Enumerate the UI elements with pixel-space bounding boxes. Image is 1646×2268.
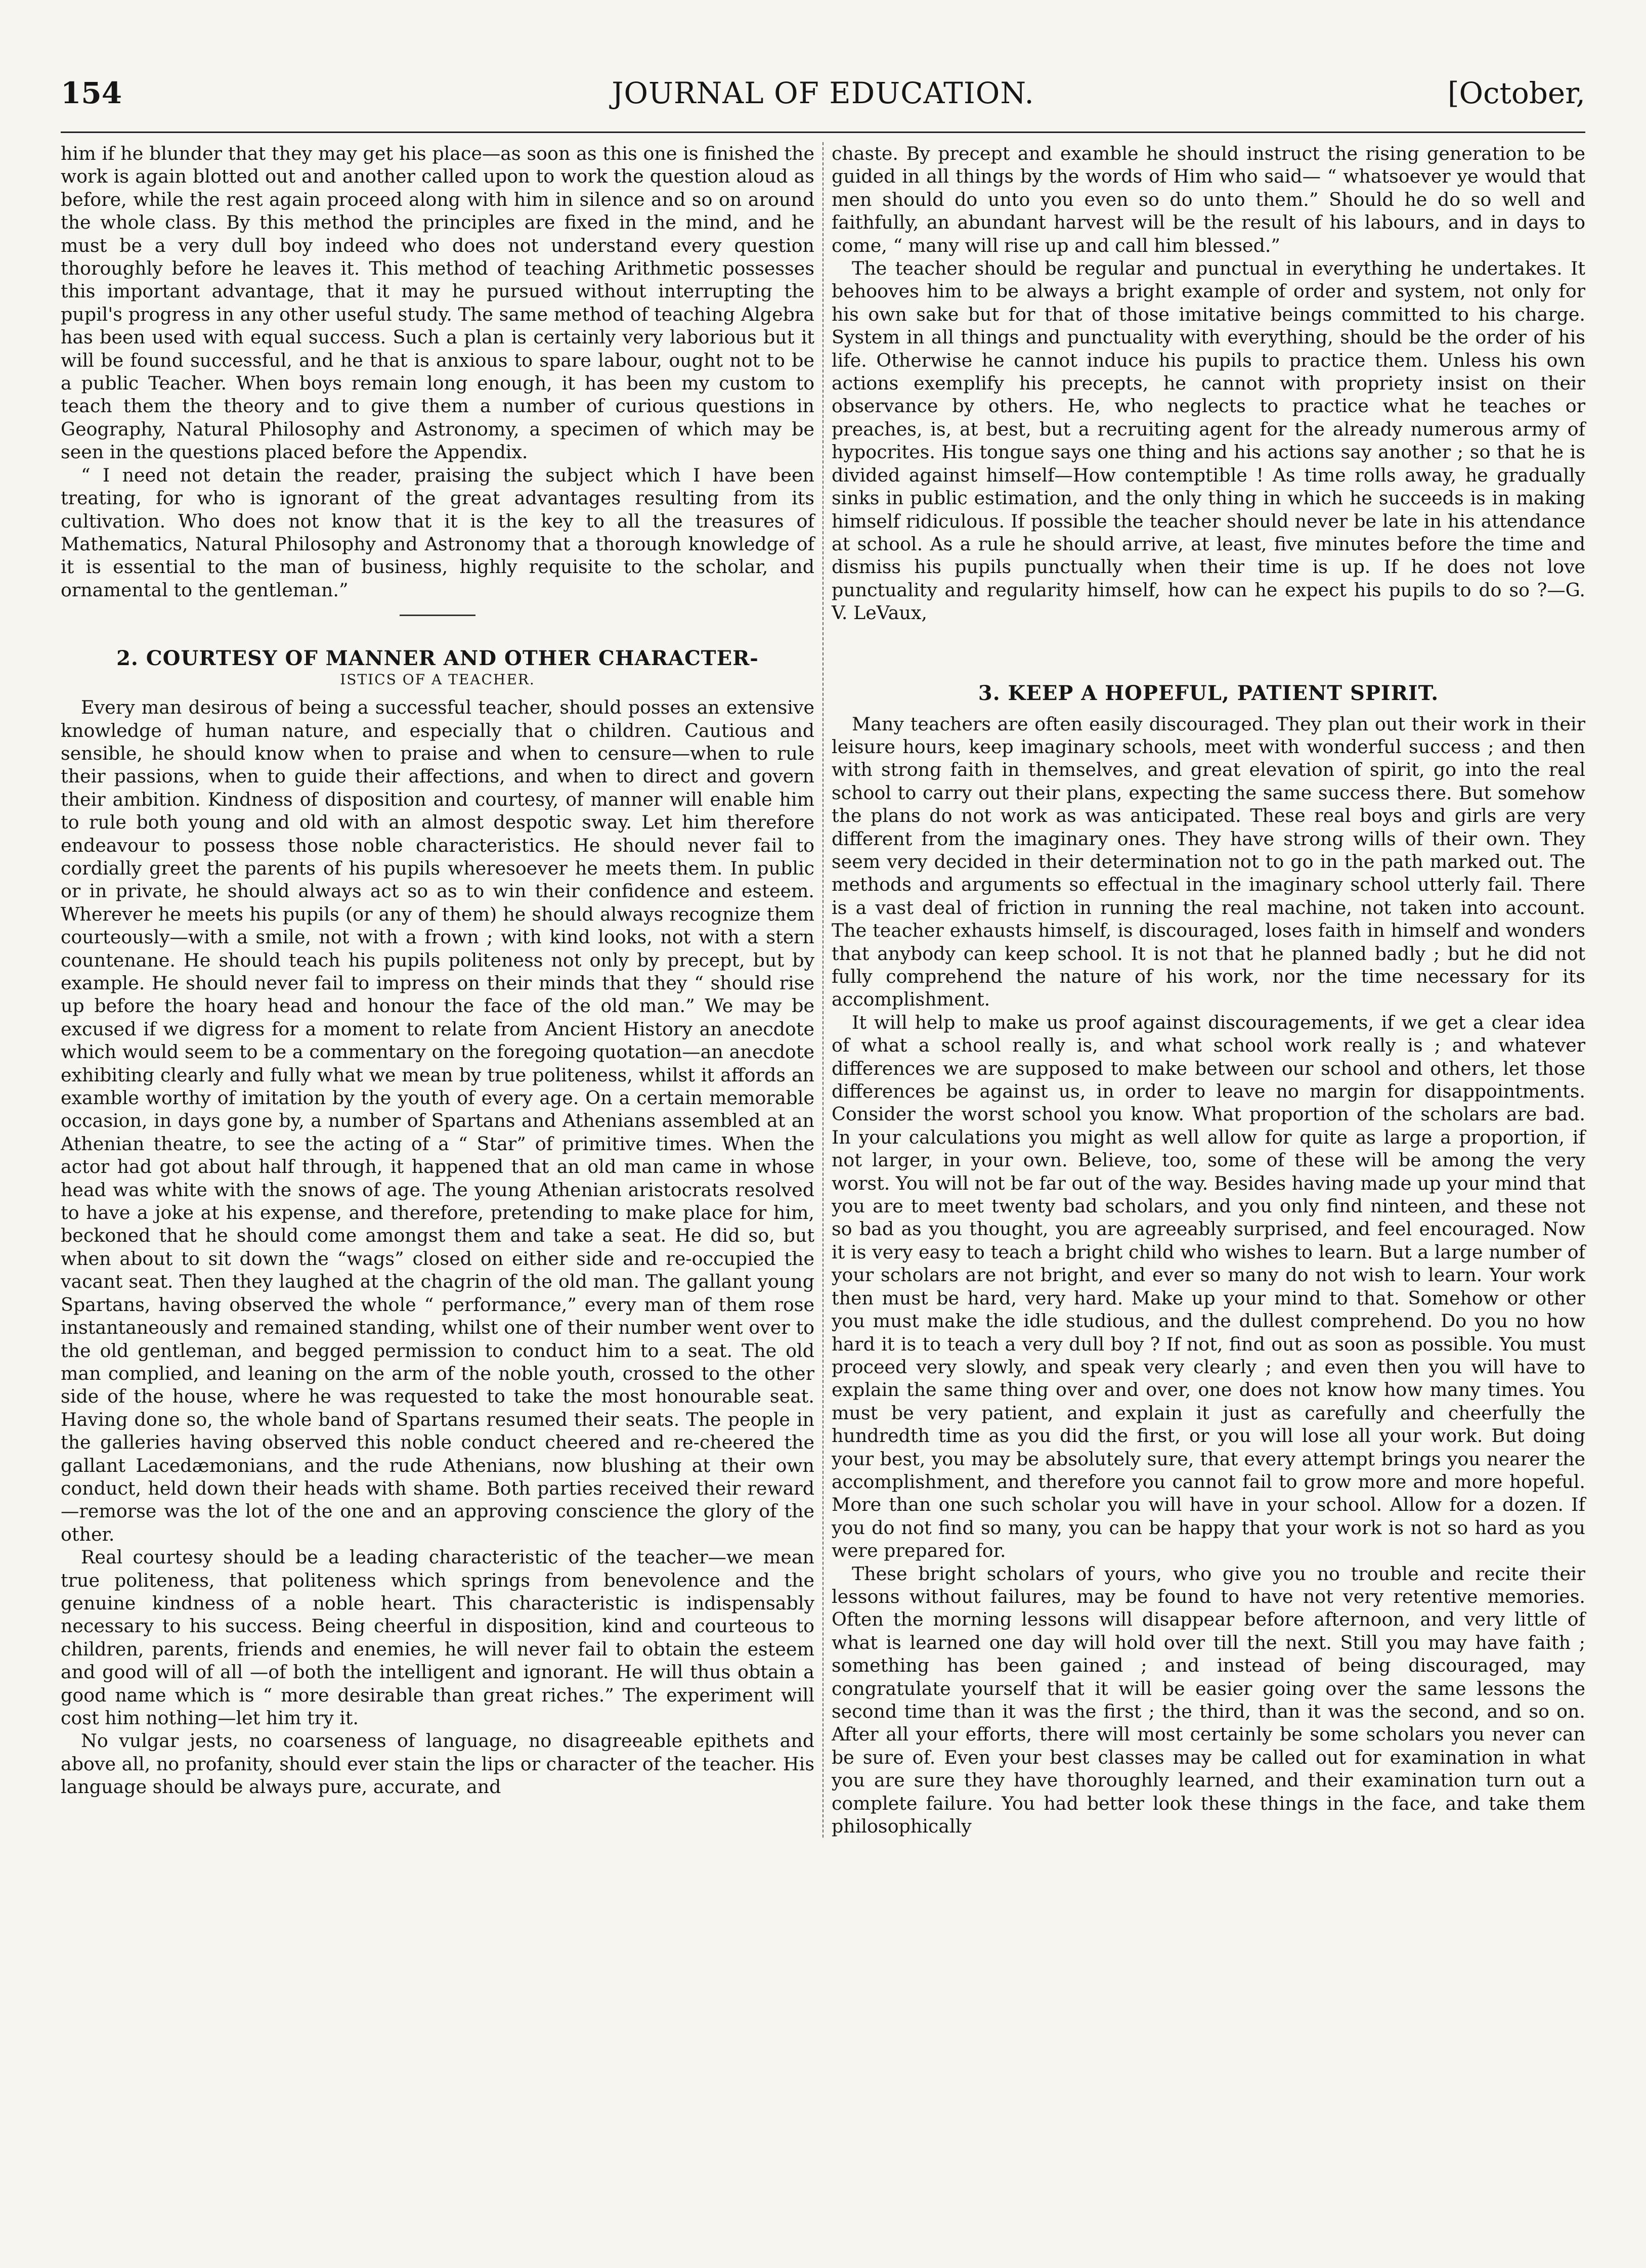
section-2-paragraph: Real courtesy should be a leading characteristic of the teacher—we mean true politeness, that politeness which springs from benevolence and the genuine kindness of a noble heart. This characteristic is indispensably necessary to his success. Being cheerful in disposition, kind and courteous to children, parents, friends and enemies, he will never fail to obtain the esteem and good will of all —of both the intelligent and ignorant. He will thus obtain a good name which is “ more desirable than great riches.” The experiment will cost him nothing—let him try it. bbox=[61, 1546, 814, 1729]
page-header bbox=[61, 76, 1585, 133]
issue-month: [October, bbox=[1447, 76, 1585, 110]
left-column bbox=[61, 142, 814, 1838]
section-2-paragraph: No vulgar jests, no coarseness of language, no disagreeable epithets and above all, no profanity, should ever stain the lips or character of the teacher. His language should be always pure, accurate, and bbox=[61, 1730, 814, 1798]
arithmetic-closing-quote: “ I need not detain the reader, praising the subject which I have been treating, for who is ignorant of the great advantages resulting from its cultivation. Who does not know that it is the key to all the treasures of Mathematics, Natural Philosophy and Astronomy that a thorough knowledge of it is essential to the man of business, highly requisite to the scholar, and ornamental to the gentleman.” bbox=[61, 464, 814, 601]
section-3-paragraph: It will help to make us proof against discouragements, if we get a clear idea of what a school really is, and what school work really is ; and whatever differences we are supposed to make between our school and others, let those differences be against us, in order to leave no margin for disappointments. Consider the worst school you know. What proportion of the scholars are bad. In your calculations you might as well allow for quite as large a proportion, if not larger, in your own. Believe, too, some of these will be among the very worst. You will not be far out of the way. Besides having made up your mind that you are to meet twenty bad scholars, and you only find ninteen, and these not so bad as you thought, you are agreeably surprised, and feel encouraged. Now it is very easy to teach a bright child who wishes to learn. But a large number of your scholars are not bright, and ever so many do not wish to learn. Your work then must be hard, very hard. Make up your mind to that. Somehow or other you must make the idle studious, and the dullest comprehend. Do you no how hard it is to teach a very dull boy ? If not, find out as soon as possible. You must proceed very slowly, and speak very clearly ; and even then you will have to explain the same thing over and over, one does not know how many times. You must be very patient, and explain it just as carefully and cheerfully the hundredth time as you did the first, or you will lose all your work. But doing your best, you may be absolutely sure, that every attempt brings you nearer the accomplishment, and therefore you cannot fail to grow more and more hopeful. More than one such scholar you will have in your school. Allow for a dozen. If you do not find so many, you can be happy that your work is not so hard as you were prepared for. bbox=[832, 1011, 1585, 1562]
arithmetic-continuation-paragraph: him if he blunder that they may get his place—as soon as this one is finished the work is again blotted out and another called upon to work the question aloud as before, while the rest again proceed along with him in silence and so on around the whole class. By this method the principles are fixed in the mind, and he must be a very dull boy indeed who does not understand every question thoroughly before he leaves it. This method of teaching Arithmetic possesses this important advantage, that it may he pursued without interrupting the pupil's progress in any other useful study. The same method of teaching Algebra has been used with equal success. Such a plan is certainly very laborious but it will be found successful, and he that is anxious to spare labour, ought not to be a public Teacher. When boys remain long enough, it has been my custom to teach them the theory and to give them a number of curious questions in Geography, Natural Philosophy and Astronomy, a specimen of which may be seen in the questions placed before the Appendix. bbox=[61, 143, 814, 463]
section-3-paragraph: These bright scholars of yours, who give you no trouble and recite their lessons without failures, may be found to have not very retentive memories. Often the morning lessons will disappear before afternoon, and very little of what is learned one day will hold over till the next. Still you may have faith ; something has been gained ; and instead of being discouraged, may congratulate yourself that it will be easier going over the same lessons the second time than it was the first ; the third, than it was the second, and so on. After all your efforts, there will most certainly be some scholars you never can be sure of. Even your best classes may be called out for examination in what you are sure they have thoroughly learned, and their examination turn out a complete failure. You had better look these things in the face, and take them philosophically bbox=[832, 1562, 1585, 1838]
section-divider bbox=[400, 615, 475, 616]
section-3-heading: 3. KEEP A HOPEFUL, PATIENT SPIRIT. bbox=[978, 681, 1439, 705]
page-number: 154 bbox=[61, 76, 122, 110]
journal-title: JOURNAL OF EDUCATION. bbox=[612, 76, 1034, 110]
section-2-punctuality-paragraph: The teacher should be regular and punctual in everything he undertakes. It behooves him to be always a bright example of order and system, not only for his own sake but for that of those imitative beings committed to his charge. System in all things and punctuality with everything, should be the order of his life. Otherwise he cannot induce his pupils to practice them. Unless his own actions exemplify his precepts, he cannot with propriety insist on their observance by others. He, who neglects to practice what he teaches or preaches, is, at best, but a recruiting agent for the already numerous army of hypocrites. His tongue says one thing and his actions say another ; so that he is divided against himself—How contemptible ! As time rolls away, he gradually sinks in public estimation, and the only thing in which he succeeds is in making himself ridiculous. If possible the teacher should never be late in his attendance at school. As a rule he should arrive, at least, five minutes before the time and dismiss his pupils punctually when their time is up. If he does not love punctuality and regularity himself, how can he expect his pupils to do so ?—G. V. LeVaux, bbox=[832, 257, 1585, 624]
column-divider bbox=[814, 142, 832, 1838]
section-2-paragraph: Every man desirous of being a successful teacher, should posses an extensive knowledge of human nature, and especially that o children. Cautious and sensible, he should know when to praise and when to censure—when to rule their passions, when to guide their affections, and when to direct and govern their ambition. Kindness of disposition and courtesy, of manner will enable him to rule both young and old with an almost despotic sway. Let him therefore endeavour to possess those noble characteristics. He should never fail to cordially greet the parents of his pupils wheresoever he meets them. In public or in private, he should always act so as to win their confidence and esteem. Wherever he meets his pupils (or any of them) he should always recognize them courteously—with a smile, not with a frown ; with kind looks, not with a stern countenane. He should teach his pupils politeness not only by precept, but by example. He should never fail to impress on their minds that they “ should rise up before the hoary head and honour the face of the old man.” We may be excused if we digress for a moment to relate from Ancient History an anecdote which would seem to be a commentary on the foregoing quotation—an anecdote exhibiting clearly and fully what we mean by true politeness, whilst it affords an examble worthy of imitation by the youth of every age. On a certain memorable occasion, in days gone by, a number of Spartans and Athenians assembled at an Athenian theatre, to see the acting of a “ Star” of primitive times. When the actor had got about half through, it happened that an old man came in whose head was white with the snows of age. The young Athenian aristocrats resolved to have a joke at his expense, and therefore, pretending to make place for him, beckoned that he should come amongst them and take a seat. He did so, but when about to sit down the “wags” closed on either side and re-occupied the vacant seat. Then they laughed at the chagrin of the old man. The gallant young Spartans, having observed the whole “ performance,” every man of them rose instantaneously and remained standing, whilst one of their number went over to the old gentleman, and begged permission to conduct him to a seat. The old man complied, and leaning on the arm of the noble youth, crossed to the other side of the house, where he was requested to take the most honourable seat. Having done so, the whole band of Spartans resumed their seats. The people in the galleries having observed this noble conduct cheered and re-cheered the gallant Lacedæmonians, and the rude Athenians, now blushing at their own conduct, held down their heads with shame. Both parties received their reward—remorse was the lot of the one and an approving conscience the glory of the other. bbox=[61, 696, 814, 1545]
section-2-continuation-paragraph: chaste. By precept and examble he should instruct the rising generation to be guided in all things by the words of Him who said— “ whatsoever ye would that men should do unto you even so do unto them.” Should he do so well and faithfully, an abundant harvest will be the result of his labours, and in days to come, “ many will rise up and call him blessed.” bbox=[832, 143, 1585, 256]
right-column bbox=[832, 142, 1585, 1838]
section-2-subheading: ISTICS OF A TEACHER. bbox=[340, 671, 535, 688]
section-3-paragraph: Many teachers are often easily discouraged. They plan out their work in their leisure hours, keep imaginary schools, meet with wonderful success ; and then with strong faith in themselves, and great elevation of spirit, go into the real school to carry out their plans, expecting the same success there. But somehow the plans do not work as was anticipated. These real boys and girls are very different from the imaginary ones. They have strong wills of their own. They seem very decided in their determination not to go in the path marked out. The methods and arguments so effectual in the imaginary school utterly fail. There is a vast deal of friction in running the real machine, not taken into account. The teacher exhausts himself, is discouraged, loses faith in himself and wonders that anybody can keep school. It is not that he planned badly ; but he did not fully comprehend the nature of his work, nor the time necessary for its accomplishment. bbox=[832, 713, 1585, 1011]
section-2-heading: 2. COURTESY OF MANNER AND OTHER CHARACTER- bbox=[116, 646, 759, 671]
two-column-body bbox=[61, 142, 1585, 1838]
